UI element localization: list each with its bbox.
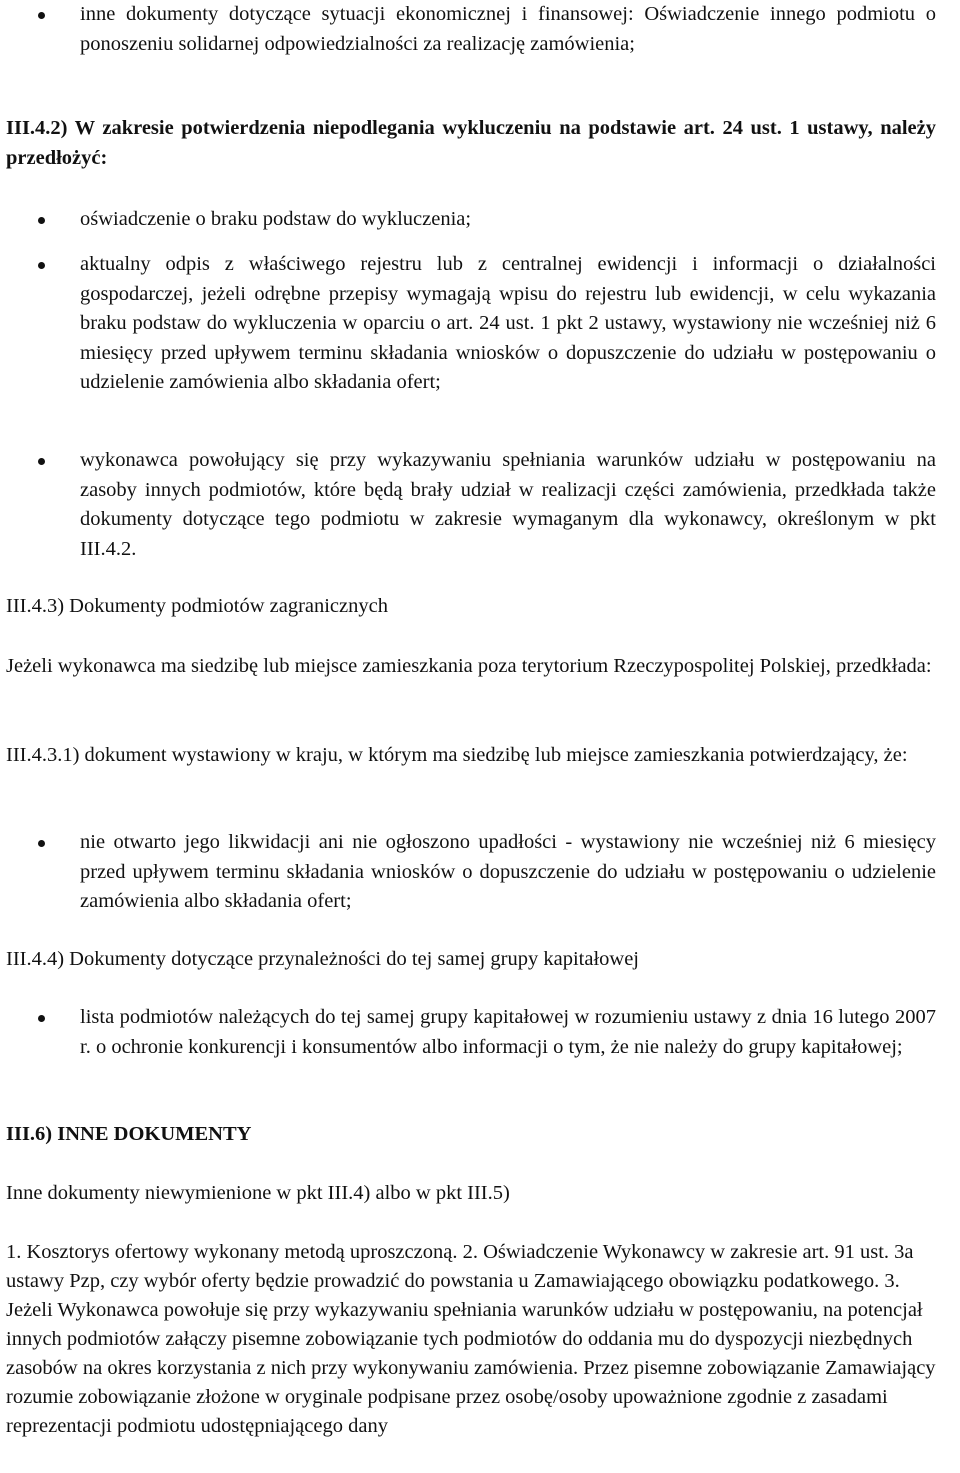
bullet-marker <box>38 1015 45 1022</box>
list-item: wykonawca powołujący się przy wykazywaniu spełniania warunków udziału w postępowaniu na zasoby innych podmiotów, które będą brały udział w realizacji części zamówienia, przedkłada także dokumenty dotyczące tego podmiotu w zakresie wymaganym dla wykonawcy, określonym w pkt III.4.2. <box>80 449 936 560</box>
section-title: III.4.3) Dokumenty podmiotów zagranicznych <box>6 595 388 617</box>
bullet-marker <box>38 262 45 269</box>
list-item: lista podmiotów należących do tej samej grupy kapitałowej w rozumieniu ustawy z dnia 16 lutego 2007 r. o ochronie konkurencji i konsumentów albo informacji o tym, że nie należy do grupy kapitałowej; <box>80 1006 936 1058</box>
paragraph: III.4.3.1) dokument wystawiony w kraju, w którym ma siedzibę lub miejsce zamieszkania potwierdzający, że: <box>6 744 908 766</box>
paragraph: Jeżeli wykonawca ma siedzibę lub miejsce zamieszkania poza terytorium Rzeczypospolitej Polskiej, przedkłada: <box>6 655 932 677</box>
list-item: oświadczenie o braku podstaw do wykluczenia; <box>80 208 472 230</box>
list-item: inne dokumenty dotyczące sytuacji ekonomicznej i finansowej: Oświadczenie innego podmiotu o ponoszeniu solidarnej odpowiedzialności za realizację zamówienia; <box>80 3 936 55</box>
section-heading: III.4.2) W zakresie potwierdzenia niepodlegania wykluczeniu na podstawie art. 24 ust. 1 ustawy, należy przedłożyć: <box>6 117 936 169</box>
bullet-marker <box>38 840 45 847</box>
bullet-marker <box>38 12 45 19</box>
list-item: aktualny odpis z właściwego rejestru lub z centralnej ewidencji i informacji o działalności gospodarczej, jeżeli odrębne przepisy wymagają wpisu do rejestru lub ewidencji, w celu wykazania braku podstaw do wykluczenia w oparciu o art. 24 ust. 1 pkt 2 ustawy, wystawiony nie wcześniej niż 6 miesięcy przed upływem terminu składania wniosków o dopuszczenie do udziału w postępowaniu o udzielenie zamówienia albo składania ofert; <box>80 253 936 393</box>
section-heading: III.6) INNE DOKUMENTY <box>6 1123 252 1145</box>
list-item: nie otwarto jego likwidacji ani nie ogłoszono upadłości - wystawiony nie wcześniej niż 6 miesięcy przed upływem terminu składania wniosków o dopuszczenie do udziału w postępowaniu o udzielenie zamówienia albo składania ofert; <box>80 831 936 912</box>
bullet-marker <box>38 217 45 224</box>
paragraph: 1. Kosztorys ofertowy wykonany metodą uproszczoną. 2. Oświadczenie Wykonawcy w zakresie art. 91 ust. 3a ustawy Pzp, czy wybór oferty będzie prowadzić do powstania u Zamawiającego obowiązku podatkowego. 3. Jeżeli Wykonawca powołuje się przy wykazywaniu spełniania warunków udziału w postępowaniu, na potencjał innych podmiotów załączy pisemne zobowiązanie tych podmiotów do oddania mu do dyspozycji niezbędnych zasobów na okres korzystania z nich przy wykonywaniu zamówienia. Przez pisemne zobowiązanie Zamawiający rozumie zobowiązanie złożone w oryginale podpisane przez osobę/osoby upoważnione zgodnie z zasadami reprezentacji podmiotu udostępniającego dany <box>6 1241 936 1437</box>
section-title: III.4.4) Dokumenty dotyczące przynależności do tej samej grupy kapitałowej <box>6 948 639 970</box>
paragraph: Inne dokumenty niewymienione w pkt III.4) albo w pkt III.5) <box>6 1182 510 1204</box>
bullet-marker <box>38 458 45 465</box>
